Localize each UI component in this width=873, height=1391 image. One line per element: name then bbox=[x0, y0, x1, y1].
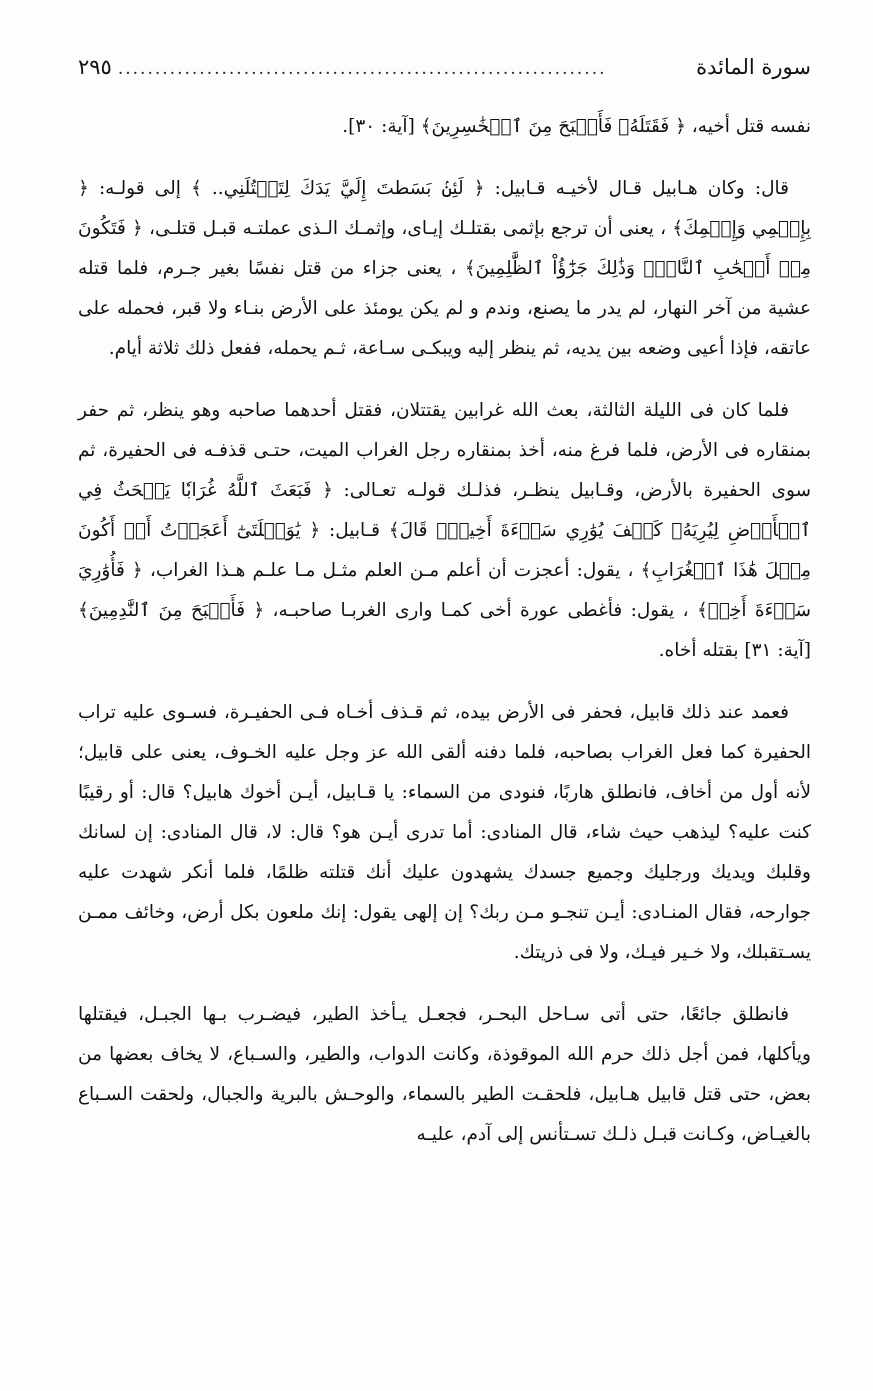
paragraph-4: فعمد عند ذلك قابيل، فحفر فى الأرض بيده، ثم قـذف أخـاه فـى الحفيـرة، فسـوى عليه تراب الحفيرة كما فعل الغراب بصاحبه، فلما دفنه ألقى الله عز وجل عليه الخـوف، يعنى على قابيل؛ لأنه أول من أخاف، فانطلق هاربًا، فنودى من السماء: يا قـابيل، أيـن أخوك هابيل؟ قال: أو رقيبًا كنت عليه؟ ليذهب حيث شاء، قال المنادى: أما تدرى أيـن هو؟ قال: لا، قال المنادى: إن لسانك وقلبك ويديك ورجليك وجميع جسدك يشهدون عليك أنك قتلته ظلمًا، فلما أنكر شهدت عليه جوارحه، فقال المنـادى: أيـن تنجـو مـن ربك؟ إن إلهى يقول: إنك ملعون بكل أرض، وخائف ممـن يسـتقبلك، ولا خـير فيـك، ولا فى ذريتك. bbox=[78, 702, 811, 963]
running-header bbox=[78, 55, 811, 85]
paragraph-3: فلما كان فى الليلة الثالثة، بعث الله غرابين يقتتلان، فقتل أحدهما صاحبه وهو ينظر، ثم حفر بمنقاره فى الأرض، فلما فرغ منه، أخذ بمنقاره رجل الغراب الميت، حتـى قذفـه فى الحفيرة، ثم سوى الحفيرة بالأرض، وقـابيل ينظـر، فذلـك قولـه تعـالى: ﴿ فَبَعَثَ ٱللَّهُ غُرَابٗا يَبۡحَثُ فِي ٱلۡأَرۡضِ لِيُرِيَهُۥ كَيۡفَ يُوَٰرِي سَوۡءَةَ أَخِيهِۚ قَالَ﴾ قـابيل: ﴿ يَٰوَيۡلَتَىٰٓ أَعَجَزۡتُ أَنۡ أَكُونَ مِثۡلَ هَٰذَا ٱلۡغُرَابِ﴾ ، يقول: أعجزت أن أعلم مـن العلم مثـل مـا علـم هـذا الغراب، ﴿ فَأُوَٰرِيَ سَوۡءَةَ أَخِيۖ﴾ ، يقول: فأغطى عورة أخى كمـا وارى الغربـا صاحبـه، ﴿ فَأَصۡبَحَ مِنَ ٱلنَّٰدِمِينَ﴾ [آية: ٣١] بقتله أخاه. bbox=[78, 400, 811, 661]
page-number: ٢٩٥ bbox=[78, 55, 112, 79]
paragraph-1: نفسه قتل أخيه، ﴿ فَقَتَلَهُۥ فَأَصۡبَحَ مِنَ ٱلۡخَٰسِرِينَ﴾ [آية: ٣٠]. bbox=[342, 116, 811, 137]
leader-dots: .................................................................. bbox=[117, 59, 607, 79]
paragraph-5: فانطلق جائعًا، حتى أتى سـاحل البحـر، فجعـل يـأخذ الطير، فيضـرب بـها الجبـل، فيقتلها ويأكلها، فمن أجل ذلك حرم الله الموقوذة، وكانت الدواب، والطير، والسـباع، لا يخاف بعضها من بعض، حتى قتل قابيل هـابيل، فلحقـت الطير بالسماء، والوحـش بالبرية والجبال، ولحقت السـباع بالغيـاض، وكـانت قبـل ذلـك تسـتأنس إلى آدم، عليـه bbox=[78, 1004, 811, 1145]
surah-title: سورة المائدة bbox=[696, 55, 811, 79]
paragraph-2: قال: وكان هـابيل قـال لأخيـه قـابيل: ﴿ لَئِنۢ بَسَطتَ إِلَيَّ يَدَكَ لِتَقۡتُلَنِي.. ﴾ إلى قولـه: ﴿ بِإِثۡمِي وَإِثۡمِكَ﴾ ، يعنى أن ترجع بإثمى بقتلـك إيـاى، وإثمـك الـذى عملتـه قبـل قتلـى، ﴿ فَتَكُونَ مِنۡ أَصۡحَٰبِ ٱلنَّارِۚ وَذَٰلِكَ جَزَٰٓؤُاْ ٱلظَّٰلِمِينَ﴾ ، يعنى جزاء من قتل نفسًا بغير جـرم، فلما قتله عشية من آخر النهار، لم يدر ما يصنع، وندم و لم يكن يومئذ على الأرض بنـاء ولا قبر، فحمله على عاتقه، فإذا أعيى وضعه بين يديه، ثم ينظر إليه ويبكـى سـاعة، ثـم يحمله، ففعل ذلك ثلاثة أيام. bbox=[78, 178, 811, 359]
